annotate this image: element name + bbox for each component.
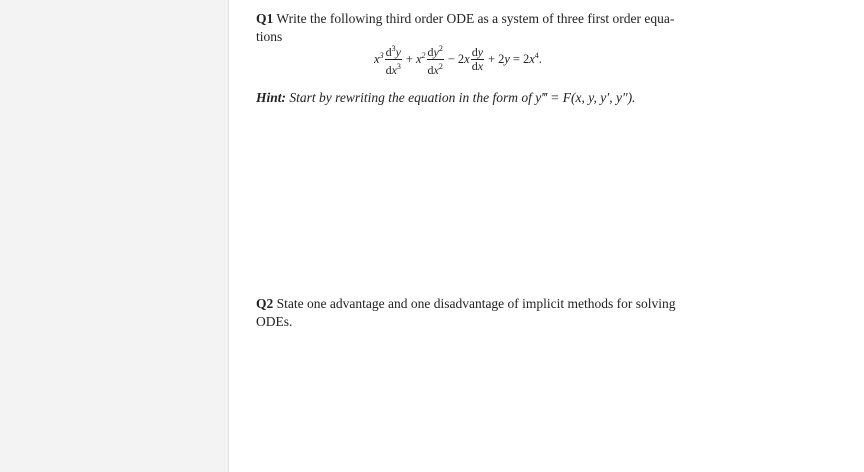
question-1-hint [256,90,635,106]
question-1-line-1 [256,10,736,28]
question-2-line-2: ODEs. [256,314,293,329]
question-2-line-1 [256,295,736,313]
question-1-number: Q1 [256,11,274,26]
question-1-text: Write the following third order ODE as a system of three first order equa- [276,11,675,26]
hint-label: Hint: [256,90,287,105]
ode-equation: $x^3$ $\frac{d^3y}{dx^3}$ + $x^2$ $\frac{dy^2}{dx^2}$ − 2x $\frac{dy}{dx}$ + 2y = $2x^4$. [374,43,542,77]
fraction-dy2-dx2: $\frac{dy^2}{dx^2}$ [427,43,443,77]
question-2-text: State one advantage and one disadvantage of implicit methods for solving [276,296,676,311]
left-margin-panel [0,0,229,472]
document-page [229,0,864,472]
fraction-dy-dx: $\frac{dy}{dx}$ [471,44,484,73]
question-2-number: Q2 [256,296,274,311]
question-2 [256,295,736,331]
question-1-line-2: tions [256,29,283,44]
hint-text: Start by rewriting the equation in the form of y‴ = F(x, y, y′, y″). [289,90,636,105]
fraction-d3y-dx3: $\frac{d^3y}{dx^3}$ [385,43,401,77]
